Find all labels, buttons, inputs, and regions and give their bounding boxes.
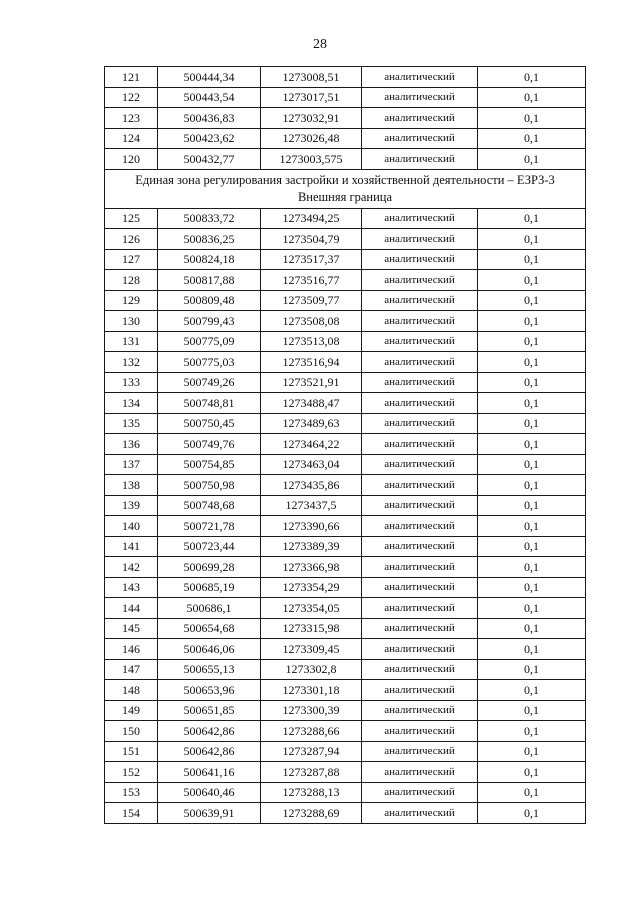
- table-body-after: [105, 208, 586, 823]
- table-row: [105, 413, 586, 434]
- point-number-cell: 120: [105, 149, 158, 170]
- accuracy-cell: 0,1: [478, 680, 586, 701]
- y-coordinate-cell: 1273301,18: [261, 680, 362, 701]
- table-row: [105, 372, 586, 393]
- table-row: [105, 598, 586, 619]
- table-row: [105, 270, 586, 291]
- point-number-cell: 124: [105, 128, 158, 149]
- accuracy-cell: 0,1: [478, 803, 586, 824]
- method-cell: аналитический: [362, 290, 478, 311]
- y-coordinate-cell: 1273489,63: [261, 413, 362, 434]
- point-number-cell: 135: [105, 413, 158, 434]
- x-coordinate-cell: 500754,85: [158, 454, 261, 475]
- point-number-cell: 140: [105, 516, 158, 537]
- accuracy-cell: 0,1: [478, 639, 586, 660]
- accuracy-cell: 0,1: [478, 721, 586, 742]
- point-number-cell: 130: [105, 311, 158, 332]
- table-row: [105, 782, 586, 803]
- method-cell: аналитический: [362, 659, 478, 680]
- method-cell: аналитический: [362, 149, 478, 170]
- y-coordinate-cell: 1273508,08: [261, 311, 362, 332]
- point-number-cell: 122: [105, 87, 158, 108]
- table-row: [105, 557, 586, 578]
- y-coordinate-cell: 1273032,91: [261, 108, 362, 129]
- table-row: [105, 108, 586, 129]
- point-number-cell: 148: [105, 680, 158, 701]
- method-cell: аналитический: [362, 516, 478, 537]
- point-number-cell: 131: [105, 331, 158, 352]
- x-coordinate-cell: 500699,28: [158, 557, 261, 578]
- point-number-cell: 123: [105, 108, 158, 129]
- table-row: [105, 803, 586, 824]
- section-title: Единая зона регулирования застройки и хозяйственной деятельности – ЕЗРЗ-3: [135, 172, 555, 187]
- section-header-row: [105, 169, 586, 208]
- y-coordinate-cell: 1273354,05: [261, 598, 362, 619]
- table-row: [105, 721, 586, 742]
- table-row: [105, 659, 586, 680]
- y-coordinate-cell: 1273494,25: [261, 208, 362, 229]
- table-row: [105, 454, 586, 475]
- x-coordinate-cell: 500750,98: [158, 475, 261, 496]
- table-row: [105, 618, 586, 639]
- y-coordinate-cell: 1273516,94: [261, 352, 362, 373]
- point-number-cell: 141: [105, 536, 158, 557]
- point-number-cell: 143: [105, 577, 158, 598]
- table-body-before: [105, 67, 586, 170]
- point-number-cell: 152: [105, 762, 158, 783]
- point-number-cell: 134: [105, 393, 158, 414]
- accuracy-cell: 0,1: [478, 413, 586, 434]
- accuracy-cell: 0,1: [478, 577, 586, 598]
- method-cell: аналитический: [362, 108, 478, 129]
- point-number-cell: 154: [105, 803, 158, 824]
- y-coordinate-cell: 1273504,79: [261, 229, 362, 250]
- accuracy-cell: 0,1: [478, 372, 586, 393]
- x-coordinate-cell: 500432,77: [158, 149, 261, 170]
- method-cell: аналитический: [362, 413, 478, 434]
- y-coordinate-cell: 1273288,13: [261, 782, 362, 803]
- point-number-cell: 137: [105, 454, 158, 475]
- point-number-cell: 147: [105, 659, 158, 680]
- table-row: [105, 393, 586, 414]
- section-subtitle: Внешняя граница: [297, 189, 393, 204]
- x-coordinate-cell: 500723,44: [158, 536, 261, 557]
- method-cell: аналитический: [362, 639, 478, 660]
- accuracy-cell: 0,1: [478, 557, 586, 578]
- method-cell: аналитический: [362, 782, 478, 803]
- method-cell: аналитический: [362, 87, 478, 108]
- table-row: [105, 577, 586, 598]
- accuracy-cell: 0,1: [478, 249, 586, 270]
- section-header-body: [105, 169, 586, 208]
- accuracy-cell: 0,1: [478, 659, 586, 680]
- y-coordinate-cell: 1273463,04: [261, 454, 362, 475]
- point-number-cell: 139: [105, 495, 158, 516]
- method-cell: аналитический: [362, 229, 478, 250]
- method-cell: аналитический: [362, 700, 478, 721]
- table-row: [105, 208, 586, 229]
- point-number-cell: 125: [105, 208, 158, 229]
- x-coordinate-cell: 500836,25: [158, 229, 261, 250]
- x-coordinate-cell: 500809,48: [158, 290, 261, 311]
- point-number-cell: 132: [105, 352, 158, 373]
- accuracy-cell: 0,1: [478, 311, 586, 332]
- y-coordinate-cell: 1273516,77: [261, 270, 362, 291]
- y-coordinate-cell: 1273464,22: [261, 434, 362, 455]
- x-coordinate-cell: 500775,09: [158, 331, 261, 352]
- x-coordinate-cell: 500749,26: [158, 372, 261, 393]
- accuracy-cell: 0,1: [478, 108, 586, 129]
- method-cell: аналитический: [362, 311, 478, 332]
- y-coordinate-cell: 1273517,37: [261, 249, 362, 270]
- x-coordinate-cell: 500824,18: [158, 249, 261, 270]
- method-cell: аналитический: [362, 128, 478, 149]
- y-coordinate-cell: 1273302,8: [261, 659, 362, 680]
- x-coordinate-cell: 500686,1: [158, 598, 261, 619]
- accuracy-cell: 0,1: [478, 352, 586, 373]
- method-cell: аналитический: [362, 434, 478, 455]
- x-coordinate-cell: 500654,68: [158, 618, 261, 639]
- accuracy-cell: 0,1: [478, 331, 586, 352]
- coordinates-table: [104, 66, 586, 824]
- table-row: [105, 516, 586, 537]
- table-row: [105, 128, 586, 149]
- x-coordinate-cell: 500651,85: [158, 700, 261, 721]
- method-cell: аналитический: [362, 372, 478, 393]
- accuracy-cell: 0,1: [478, 700, 586, 721]
- point-number-cell: 138: [105, 475, 158, 496]
- table-row: [105, 249, 586, 270]
- accuracy-cell: 0,1: [478, 270, 586, 291]
- point-number-cell: 128: [105, 270, 158, 291]
- x-coordinate-cell: 500748,81: [158, 393, 261, 414]
- y-coordinate-cell: 1273288,66: [261, 721, 362, 742]
- y-coordinate-cell: 1273300,39: [261, 700, 362, 721]
- table-row: [105, 434, 586, 455]
- method-cell: аналитический: [362, 67, 478, 88]
- method-cell: аналитический: [362, 557, 478, 578]
- x-coordinate-cell: 500641,16: [158, 762, 261, 783]
- x-coordinate-cell: 500444,34: [158, 67, 261, 88]
- method-cell: аналитический: [362, 536, 478, 557]
- table-row: [105, 229, 586, 250]
- table-row: [105, 67, 586, 88]
- accuracy-cell: 0,1: [478, 762, 586, 783]
- x-coordinate-cell: 500721,78: [158, 516, 261, 537]
- x-coordinate-cell: 500639,91: [158, 803, 261, 824]
- y-coordinate-cell: 1273026,48: [261, 128, 362, 149]
- table-row: [105, 352, 586, 373]
- page-number: 28: [313, 37, 327, 52]
- table-row: [105, 149, 586, 170]
- accuracy-cell: 0,1: [478, 229, 586, 250]
- x-coordinate-cell: 500748,68: [158, 495, 261, 516]
- accuracy-cell: 0,1: [478, 434, 586, 455]
- method-cell: аналитический: [362, 618, 478, 639]
- method-cell: аналитический: [362, 352, 478, 373]
- table-row: [105, 475, 586, 496]
- x-coordinate-cell: 500685,19: [158, 577, 261, 598]
- method-cell: аналитический: [362, 598, 478, 619]
- x-coordinate-cell: 500749,76: [158, 434, 261, 455]
- x-coordinate-cell: 500640,46: [158, 782, 261, 803]
- accuracy-cell: 0,1: [478, 618, 586, 639]
- method-cell: аналитический: [362, 721, 478, 742]
- method-cell: аналитический: [362, 208, 478, 229]
- accuracy-cell: 0,1: [478, 782, 586, 803]
- point-number-cell: 151: [105, 741, 158, 762]
- y-coordinate-cell: 1273437,5: [261, 495, 362, 516]
- x-coordinate-cell: 500833,72: [158, 208, 261, 229]
- y-coordinate-cell: 1273309,45: [261, 639, 362, 660]
- y-coordinate-cell: 1273008,51: [261, 67, 362, 88]
- method-cell: аналитический: [362, 454, 478, 475]
- y-coordinate-cell: 1273488,47: [261, 393, 362, 414]
- method-cell: аналитический: [362, 270, 478, 291]
- point-number-cell: 144: [105, 598, 158, 619]
- method-cell: аналитический: [362, 577, 478, 598]
- point-number-cell: 133: [105, 372, 158, 393]
- accuracy-cell: 0,1: [478, 454, 586, 475]
- table-row: [105, 762, 586, 783]
- y-coordinate-cell: 1273366,98: [261, 557, 362, 578]
- point-number-cell: 145: [105, 618, 158, 639]
- point-number-cell: 142: [105, 557, 158, 578]
- x-coordinate-cell: 500443,54: [158, 87, 261, 108]
- table-row: [105, 290, 586, 311]
- table-row: [105, 495, 586, 516]
- method-cell: аналитический: [362, 495, 478, 516]
- x-coordinate-cell: 500750,45: [158, 413, 261, 434]
- table-row: [105, 680, 586, 701]
- x-coordinate-cell: 500655,13: [158, 659, 261, 680]
- y-coordinate-cell: 1273287,94: [261, 741, 362, 762]
- y-coordinate-cell: 1273003,575: [261, 149, 362, 170]
- y-coordinate-cell: 1273435,86: [261, 475, 362, 496]
- point-number-cell: 146: [105, 639, 158, 660]
- table-row: [105, 87, 586, 108]
- x-coordinate-cell: 500423,62: [158, 128, 261, 149]
- accuracy-cell: 0,1: [478, 598, 586, 619]
- x-coordinate-cell: 500799,43: [158, 311, 261, 332]
- y-coordinate-cell: 1273513,08: [261, 331, 362, 352]
- point-number-cell: 150: [105, 721, 158, 742]
- accuracy-cell: 0,1: [478, 290, 586, 311]
- x-coordinate-cell: 500436,83: [158, 108, 261, 129]
- accuracy-cell: 0,1: [478, 516, 586, 537]
- table-row: [105, 700, 586, 721]
- method-cell: аналитический: [362, 741, 478, 762]
- method-cell: аналитический: [362, 393, 478, 414]
- point-number-cell: 129: [105, 290, 158, 311]
- accuracy-cell: 0,1: [478, 149, 586, 170]
- x-coordinate-cell: 500775,03: [158, 352, 261, 373]
- accuracy-cell: 0,1: [478, 393, 586, 414]
- accuracy-cell: 0,1: [478, 495, 586, 516]
- method-cell: аналитический: [362, 331, 478, 352]
- accuracy-cell: 0,1: [478, 741, 586, 762]
- y-coordinate-cell: 1273287,88: [261, 762, 362, 783]
- point-number-cell: 127: [105, 249, 158, 270]
- x-coordinate-cell: 500653,96: [158, 680, 261, 701]
- point-number-cell: 153: [105, 782, 158, 803]
- accuracy-cell: 0,1: [478, 128, 586, 149]
- y-coordinate-cell: 1273521,91: [261, 372, 362, 393]
- y-coordinate-cell: 1273509,77: [261, 290, 362, 311]
- point-number-cell: 126: [105, 229, 158, 250]
- method-cell: аналитический: [362, 803, 478, 824]
- table-row: [105, 536, 586, 557]
- accuracy-cell: 0,1: [478, 475, 586, 496]
- y-coordinate-cell: 1273354,29: [261, 577, 362, 598]
- table-row: [105, 331, 586, 352]
- point-number-cell: 149: [105, 700, 158, 721]
- y-coordinate-cell: 1273315,98: [261, 618, 362, 639]
- method-cell: аналитический: [362, 762, 478, 783]
- method-cell: аналитический: [362, 680, 478, 701]
- x-coordinate-cell: 500642,86: [158, 741, 261, 762]
- point-number-cell: 136: [105, 434, 158, 455]
- table-row: [105, 639, 586, 660]
- y-coordinate-cell: 1273288,69: [261, 803, 362, 824]
- table-row: [105, 741, 586, 762]
- accuracy-cell: 0,1: [478, 67, 586, 88]
- table-row: [105, 311, 586, 332]
- accuracy-cell: 0,1: [478, 208, 586, 229]
- accuracy-cell: 0,1: [478, 87, 586, 108]
- method-cell: аналитический: [362, 475, 478, 496]
- accuracy-cell: 0,1: [478, 536, 586, 557]
- method-cell: аналитический: [362, 249, 478, 270]
- y-coordinate-cell: 1273389,39: [261, 536, 362, 557]
- x-coordinate-cell: 500642,86: [158, 721, 261, 742]
- x-coordinate-cell: 500646,06: [158, 639, 261, 660]
- x-coordinate-cell: 500817,88: [158, 270, 261, 291]
- y-coordinate-cell: 1273390,66: [261, 516, 362, 537]
- point-number-cell: 121: [105, 67, 158, 88]
- section-header-cell: [105, 169, 586, 208]
- y-coordinate-cell: 1273017,51: [261, 87, 362, 108]
